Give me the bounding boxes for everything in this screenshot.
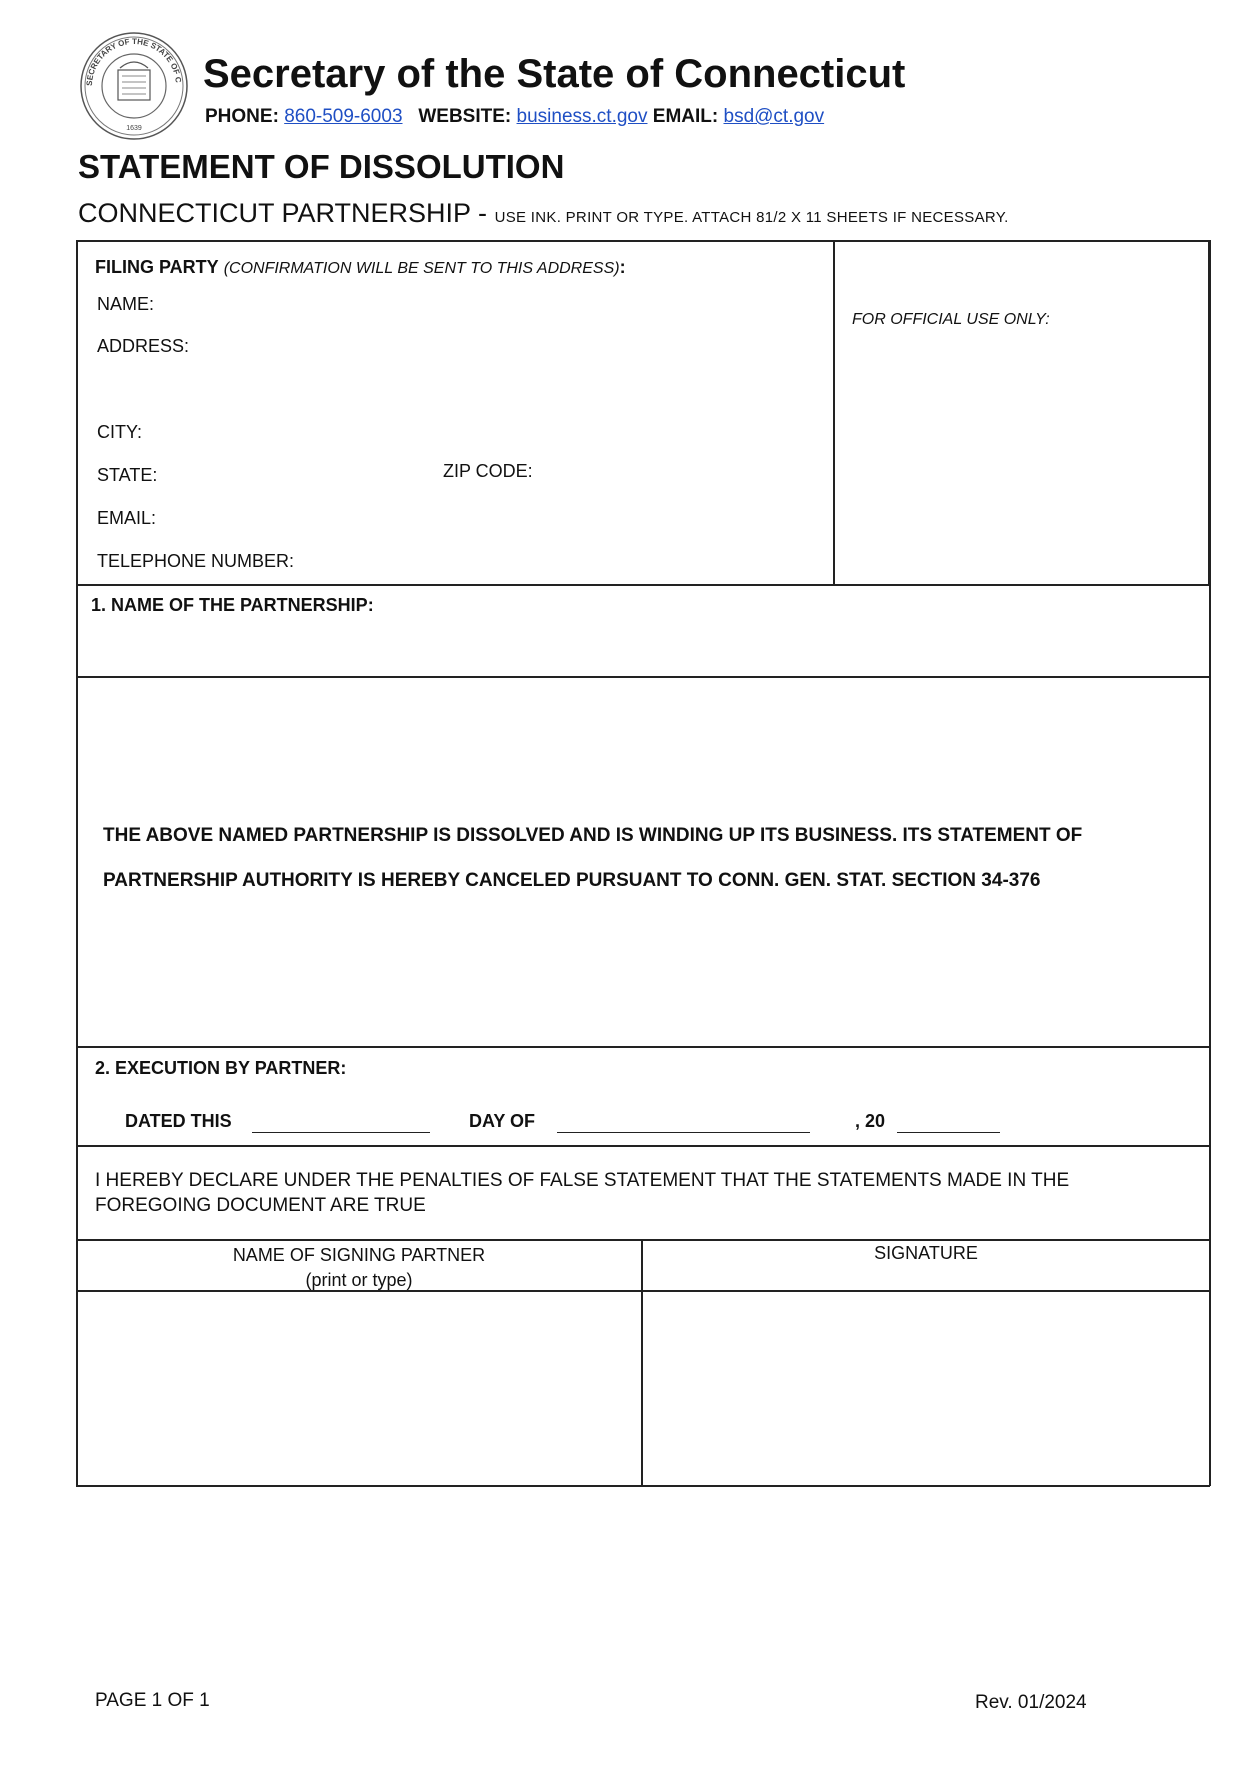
table-column-divider: [641, 1239, 643, 1485]
declaration-bottom-border: [76, 1239, 1210, 1241]
dated-this-label: DATED THIS: [125, 1111, 232, 1131]
filing-party-bottom-border: [76, 584, 1210, 586]
filing-party-right-border: [1208, 240, 1211, 586]
day-of-label: DAY OF: [469, 1111, 536, 1131]
official-use-label: FOR OFFICIAL USE ONLY:: [852, 311, 1050, 328]
subtitle-text: CONNECTICUT PARTNERSHIP -: [78, 198, 488, 228]
page-number: PAGE 1 OF 1: [95, 1690, 210, 1711]
signing-partner-name-field[interactable]: [80, 1294, 638, 1482]
city-label: CITY:: [97, 422, 143, 442]
email-link[interactable]: bsd@ct.gov: [723, 106, 825, 127]
signature-header: SIGNATURE: [874, 1243, 978, 1263]
phone-label: PHONE:: [205, 106, 279, 127]
telephone-label: TELEPHONE NUMBER:: [97, 551, 295, 571]
website-link[interactable]: business.ct.gov: [516, 106, 648, 127]
dated-year-field[interactable]: [897, 1112, 1000, 1133]
declaration-line-2: FOREGOING DOCUMENT ARE TRUE: [95, 1195, 426, 1216]
state-seal-icon: [78, 30, 190, 142]
seal-text: SECRETARY OF THE STATE OF C: [84, 36, 183, 87]
filing-party-colon: :: [619, 257, 626, 277]
box-left-border: [76, 240, 78, 1486]
name-field[interactable]: [160, 290, 820, 316]
subtitle-note: USE INK. PRINT OR TYPE. ATTACH 81/2 X 11 SHEETS IF NECESSARY.: [494, 209, 1009, 226]
city-field[interactable]: [150, 418, 820, 444]
section2-bottom-border: [76, 1145, 1210, 1147]
official-use-divider: [833, 240, 835, 586]
form-subtitle: [78, 198, 1009, 229]
address-label: ADDRESS:: [97, 336, 190, 356]
svg-text:SECRETARY OF THE STATE OF CONN: [78, 30, 183, 86]
state-field[interactable]: [170, 461, 430, 487]
name-label: NAME:: [97, 294, 155, 314]
email-field[interactable]: [165, 504, 820, 530]
filing-party-title: FILING PARTY: [95, 257, 219, 277]
signing-partner-subtitle: (print or type): [305, 1270, 413, 1290]
form-title: STATEMENT OF DISSOLUTION: [78, 148, 565, 185]
section1-bottom-border: [76, 676, 1210, 678]
partnership-name-label: 1. NAME OF THE PARTNERSHIP:: [91, 595, 374, 615]
partnership-name-field[interactable]: [91, 626, 1191, 666]
contact-line: [205, 106, 824, 128]
agency-name: Secretary of the State of Connecticut: [203, 52, 906, 96]
signing-partner-header: [78, 1243, 640, 1293]
statement-line-1: THE ABOVE NAMED PARTNERSHIP IS DISSOLVED AND IS WINDING UP ITS BUSINESS. ITS STATEMENT OF: [103, 825, 1083, 846]
filing-party-note: (CONFIRMATION WILL BE SENT TO THIS ADDRESS): [223, 260, 620, 277]
revision-date: Rev. 01/2024: [975, 1692, 1087, 1713]
zip-code-label: ZIP CODE:: [443, 461, 533, 481]
email-label: EMAIL:: [652, 106, 719, 127]
box-bottom-border: [76, 1485, 1210, 1487]
dated-day-field[interactable]: [252, 1112, 430, 1133]
filing-party-heading: [95, 257, 626, 278]
execution-label: 2. EXECUTION BY PARTNER:: [95, 1058, 347, 1078]
statement-bottom-border: [76, 1046, 1210, 1048]
website-label: WEBSITE:: [418, 106, 512, 127]
signature-field[interactable]: [645, 1294, 1206, 1482]
address-field[interactable]: [196, 332, 820, 422]
box-top-border: [76, 240, 1210, 242]
declaration-line-1: I HEREBY DECLARE UNDER THE PENALTIES OF FALSE STATEMENT THAT THE STATEMENTS MADE IN THE: [95, 1170, 1070, 1191]
year-prefix-label: , 20: [855, 1111, 886, 1131]
seal-year: 1639: [126, 125, 142, 132]
telephone-field[interactable]: [310, 547, 820, 573]
zip-code-field[interactable]: [545, 457, 820, 483]
state-label: STATE:: [97, 465, 158, 485]
email-label: EMAIL:: [97, 508, 157, 528]
dated-month-field[interactable]: [557, 1112, 810, 1133]
signing-partner-title: NAME OF SIGNING PARTNER: [232, 1245, 486, 1265]
phone-link[interactable]: 860-509-6003: [284, 106, 403, 127]
statement-line-2: PARTNERSHIP AUTHORITY IS HEREBY CANCELED PURSUANT TO CONN. GEN. STAT. SECTION 34-376: [103, 870, 1041, 891]
